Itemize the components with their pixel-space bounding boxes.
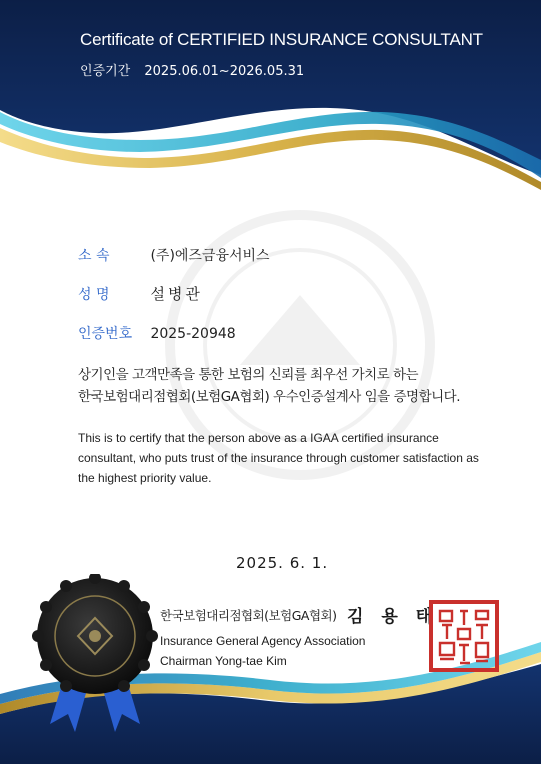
period-value: 2025.06.01~2026.05.31 — [144, 64, 305, 79]
certification-period — [80, 60, 304, 79]
cert-number-value: 2025-20948 — [150, 326, 236, 342]
name-row — [78, 283, 203, 304]
korean-statement-line1: 상기인을 고객만족을 통한 보험의 신뢰를 최우선 가치로 하는 — [78, 367, 419, 383]
issuer-org-korean: 한국보험대리점협회(보험GA협회) — [160, 608, 337, 623]
issuer-org-english: Insurance General Agency Association — [160, 634, 366, 648]
affiliation-value: (주)에즈금융서비스 — [150, 248, 270, 264]
issue-date: 2025. 6. 1. — [236, 554, 329, 572]
chairman-name-korean: 김 용 태 — [347, 607, 439, 627]
certificate-title: Certificate of CERTIFIED INSURANCE CONSULTANT — [80, 30, 483, 49]
award-medal-icon — [30, 574, 160, 734]
chairman-name-english: Chairman Yong-tae Kim — [160, 654, 287, 668]
korean-statement-line2: 한국보험대리점협회(보험GA협회) 우수인증설계사 임을 증명합니다. — [78, 389, 461, 405]
affiliation-label: 소 속 — [78, 248, 110, 264]
cert-number-label: 인증번호 — [78, 326, 133, 342]
affiliation-row — [78, 245, 270, 265]
official-seal-icon — [428, 599, 500, 673]
name-value: 설병관 — [150, 285, 203, 303]
korean-statement — [78, 364, 460, 408]
english-statement: This is to certify that the person above as a IGAA certified insurance consultant, who puts trust of the insurance through customer satisfaction as the highest priority value. — [78, 431, 479, 485]
period-label: 인증기간 — [80, 64, 131, 79]
name-label: 성 명 — [78, 287, 110, 303]
cert-number-row — [78, 323, 236, 343]
